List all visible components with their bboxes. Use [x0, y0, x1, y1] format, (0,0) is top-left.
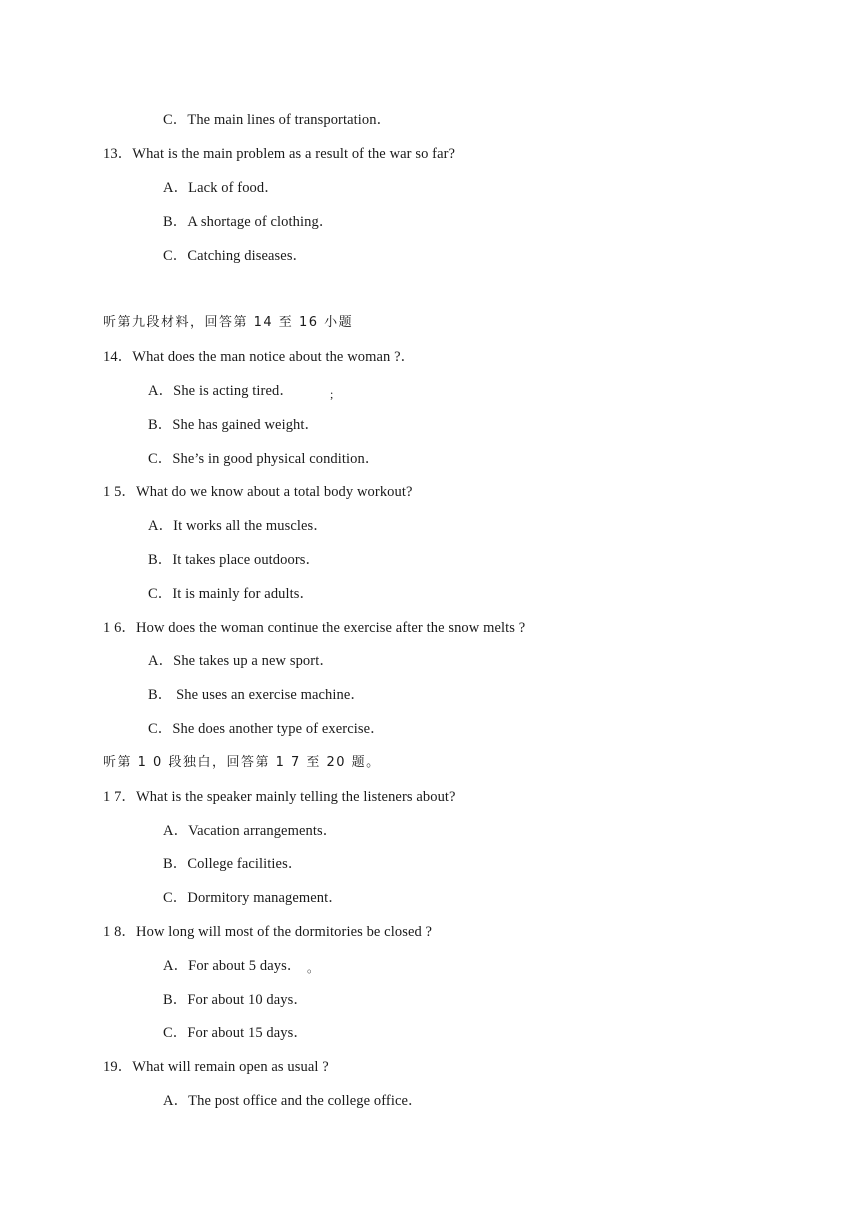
q19-option-a: A．The post office and the college office．: [163, 1093, 423, 1109]
q19-question: 19．What will remain open as usual ?: [103, 1059, 329, 1075]
q14-option-c: C．She’s in good physical condition．: [148, 451, 380, 467]
q13-option-a: A．Lack of food．: [163, 180, 279, 196]
q16-option-c: C．She does another type of exercise．: [148, 721, 385, 737]
q18-option-c: C．For about 15 days．: [163, 1025, 308, 1041]
section-10-instruction: 听第 1 0 段独白，回答第 1 7 至 20 题。: [103, 755, 381, 770]
q16-option-a: A．She takes up a new sport．: [148, 653, 334, 669]
section-9-instruction: 听第九段材料，回答第 14 至 16 小题: [103, 315, 354, 330]
q15-option-c: C．It is mainly for adults．: [148, 586, 315, 602]
q14-question: 14．What does the man notice about the woman ?．: [103, 349, 416, 365]
q17-option-a: A．Vacation arrangements．: [163, 823, 338, 839]
q17-option-c: C．Dormitory management．: [163, 890, 343, 906]
q16-question: 1 6．How does the woman continue the exercise after the snow melts ?: [103, 620, 526, 636]
q14-option-b: B．She has gained weight．: [148, 417, 320, 433]
q18-option-b: B．For about 10 days．: [163, 992, 308, 1008]
q17-question: 1 7．What is the speaker mainly telling the listeners about?: [103, 789, 456, 805]
q18-option-a: A．For about 5 days．: [163, 958, 302, 974]
q15-option-b: B．It takes place outdoors．: [148, 552, 321, 568]
q12-option-c: C．The main lines of transportation．: [163, 112, 392, 128]
q17-option-b: B．College facilities．: [163, 856, 303, 872]
q13-option-b: B．A shortage of clothing．: [163, 214, 334, 230]
q13-option-c: C．Catching diseases．: [163, 248, 308, 264]
stray-period-mark: 。: [307, 961, 320, 975]
q14-option-a: A．She is acting tired．: [148, 383, 294, 399]
q16-option-b: B． She uses an exercise machine．: [148, 687, 366, 703]
q18-question: 1 8．How long will most of the dormitories be closed ?: [103, 924, 433, 940]
q15-option-a: A．It works all the muscles．: [148, 518, 328, 534]
q15-question: 1 5．What do we know about a total body workout?: [103, 484, 413, 500]
stray-semicolon-mark: ;: [330, 387, 334, 401]
q13-question: 13．What is the main problem as a result of the war so far?: [103, 146, 456, 162]
